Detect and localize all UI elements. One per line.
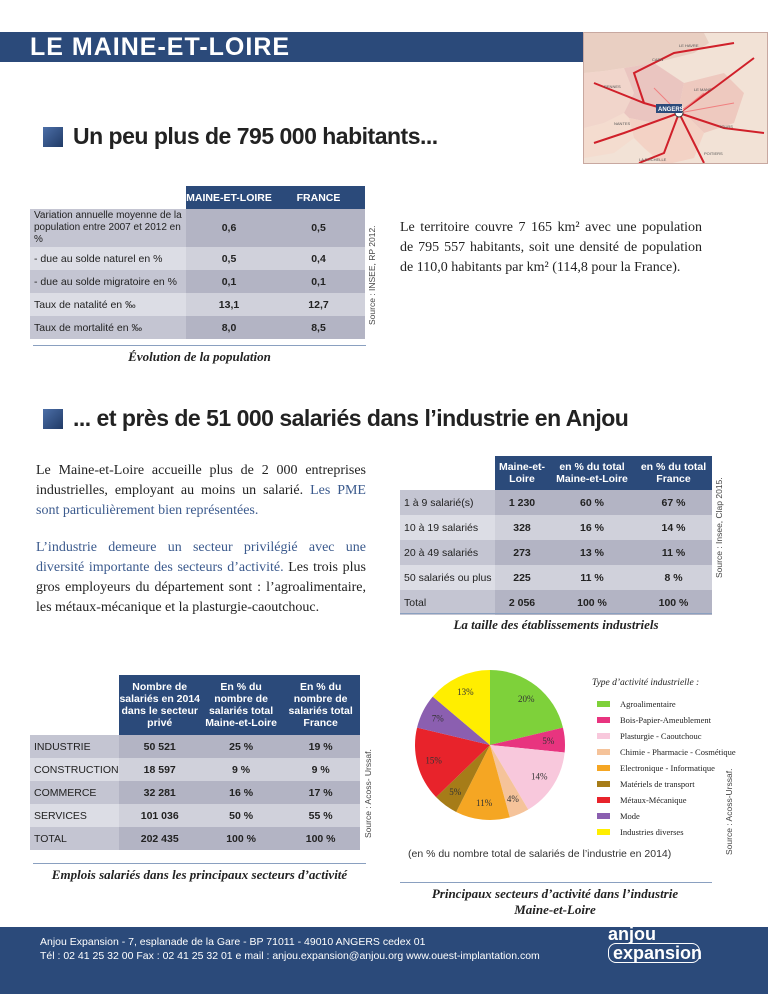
- pie-label: 11%: [476, 798, 493, 809]
- pie-note: (en % du nombre total de salariés de l’industrie en 2014): [408, 848, 672, 860]
- table-row: Taux de natalité en ‰ 13,1 12,7: [30, 293, 365, 316]
- legend-label: Chimie - Pharmacie - Cosmétique: [620, 747, 736, 757]
- table-row: 20 à 49 salariés 273 13 % 11 %: [400, 540, 712, 565]
- pie-label: 15%: [425, 755, 442, 766]
- source-note: Source : Acoss-Urssaf.: [724, 768, 734, 855]
- caption-divider: [33, 345, 366, 346]
- pie-label: 20%: [518, 694, 535, 705]
- legend-label: Métaux-Mécanique: [620, 795, 687, 805]
- pie-label: 4%: [506, 793, 519, 804]
- svg-text:LE MANS: LE MANS: [694, 87, 712, 92]
- legend-label: Mode: [620, 811, 640, 821]
- industry-pie-chart: [395, 665, 585, 825]
- svg-text:ANGERS: ANGERS: [658, 107, 684, 113]
- table-row: SERVICES 101 036 50 % 55 %: [30, 804, 360, 827]
- sector-employment-table: Nombre de salariés en 2014 dans le secteur privé En % du nombre de salariés total Maine-et-Loire En % du nombre de salariés total France INDUSTRIE 50 521 25 % 19 % CONSTRUCTION 18 597 9 % 9 % COMMERCE 32 281 16 % 17 % SERVICES 101 036 50 % 55 % TOTAL 202 435 100 % 100 %: [30, 675, 360, 850]
- legend-title: Type d’activité industrielle :: [592, 678, 700, 688]
- legend-swatch: [597, 813, 610, 819]
- svg-text:LE HAVRE: LE HAVRE: [679, 43, 699, 48]
- square-bullet-icon: [43, 127, 63, 147]
- legend-label: Industries diverses: [620, 827, 684, 837]
- source-note: Source : Insee, Clap 2015.: [714, 477, 724, 578]
- page-title: LE MAINE-ET-LOIRE: [30, 33, 291, 61]
- legend-label: Bois-Papier-Ameublement: [620, 715, 711, 725]
- pie-label: 13%: [457, 686, 474, 697]
- section-industry-heading: [43, 405, 628, 432]
- table-row: - due au solde naturel en % 0,5 0,4: [30, 247, 365, 270]
- col-header-france: FRANCE: [272, 186, 365, 209]
- legend-item: [597, 696, 736, 712]
- square-bullet-icon: [43, 409, 63, 429]
- legend-swatch: [597, 701, 610, 707]
- svg-text:TOURS: TOURS: [719, 124, 733, 129]
- pie-label: 7%: [431, 713, 444, 724]
- table-row: Total 2 056 100 % 100 %: [400, 590, 712, 615]
- anjou-expansion-logo: anjou expansion: [608, 924, 703, 963]
- legend-item: [597, 712, 736, 728]
- caption-divider: [400, 882, 712, 883]
- table-row: - due au solde migratoire en % 0,1 0,1: [30, 270, 365, 293]
- legend-swatch: [597, 781, 610, 787]
- table-row: TOTAL 202 435 100 % 100 %: [30, 827, 360, 850]
- region-map: [583, 32, 768, 164]
- table-caption: La taille des établissements industriels: [453, 617, 659, 632]
- chart-caption: Principaux secteurs d’activité dans l’industrie Maine-et-Loire: [431, 886, 679, 917]
- table-row: Variation annuelle moyenne de la population entre 2007 et 2012 en % 0,6 0,5: [30, 209, 365, 247]
- table-row: COMMERCE 32 281 16 % 17 %: [30, 781, 360, 804]
- table-row: 1 à 9 salarié(s) 1 230 60 % 67 %: [400, 490, 712, 515]
- legend-item: [597, 776, 736, 792]
- footer-address: Anjou Expansion - 7, esplanade de la Gare - BP 71011 - 49010 ANGERS cedex 01: [40, 936, 426, 948]
- caption-divider: [400, 613, 712, 614]
- table-row: 10 à 19 salariés 328 16 % 14 %: [400, 515, 712, 540]
- svg-text:NANTES: NANTES: [614, 121, 631, 126]
- pie-label: 5%: [449, 787, 462, 798]
- legend-label: Plasturgie - Caoutchouc: [620, 731, 702, 741]
- legend-label: Matériels de transport: [620, 779, 695, 789]
- establishments-table: Maine-et-Loire en % du total Maine-et-Loire en % du total France 1 à 9 salarié(s) 1 230 60 % 67 % 10 à 19 salariés 328 16 % 14 % 20 à 49 salariés 273 13 % 11 % 50 salariés ou plus 225 11 % 8 % Total 2 056 100 % 100 %: [400, 456, 712, 615]
- legend-item: [597, 808, 736, 824]
- population-text: Le territoire couvre 7 165 km² avec une population de 795 557 habitants, soit une densité de population de 110,0 habitants par km² (114,8 pour la France).: [400, 220, 702, 275]
- svg-text:LA ROCHELLE: LA ROCHELLE: [639, 157, 667, 162]
- legend-swatch: [597, 765, 610, 771]
- table-row: 50 salariés ou plus 225 11 % 8 %: [400, 565, 712, 590]
- legend-swatch: [597, 829, 610, 835]
- svg-text:CAEN: CAEN: [652, 57, 664, 62]
- legend-item: [597, 760, 736, 776]
- svg-text:RENNES: RENNES: [604, 84, 621, 89]
- pie-label: 14%: [531, 771, 548, 782]
- svg-text:POITIERS: POITIERS: [704, 151, 723, 156]
- source-note: Source : Acoss- Urssaf.: [363, 749, 373, 838]
- legend-swatch: [597, 797, 610, 803]
- legend-label: Agroalimentaire: [620, 699, 676, 709]
- table-row: INDUSTRIE 50 521 25 % 19 %: [30, 735, 360, 758]
- legend-label: Electronique - Informatique: [620, 763, 715, 773]
- caption-divider: [33, 863, 366, 864]
- footer: [0, 924, 768, 994]
- legend-swatch: [597, 717, 610, 723]
- section-title: ... et près de 51 000 salariés dans l’industrie en Anjou: [73, 405, 629, 431]
- table-caption: Évolution de la population: [128, 349, 271, 364]
- pie-legend: [592, 678, 736, 840]
- section-title: Un peu plus de 795 000 habitants...: [73, 123, 438, 149]
- source-note: Source : INSEE, RP 2012.: [367, 225, 377, 325]
- table-row: CONSTRUCTION 18 597 9 % 9 %: [30, 758, 360, 781]
- population-table: [30, 186, 365, 339]
- legend-item: [597, 824, 736, 840]
- table-row: Taux de mortalité en ‰ 8,0 8,5: [30, 316, 365, 339]
- pie-label: 5%: [542, 736, 555, 747]
- legend-item: [597, 728, 736, 744]
- legend-item: [597, 744, 736, 760]
- industry-paragraph: L’industrie demeure un secteur privilégié avec une diversité importante des secteurs d’activité. Les trois plus gros employeurs du département sont : l’agroalimentaire, les métaux-mécanique et la plasturgie-caoutchouc.: [36, 540, 366, 615]
- table-caption: Emplois salariés dans les principaux secteurs d’activité: [51, 867, 348, 882]
- footer-contact: Tél : 02 41 25 32 00 Fax : 02 41 25 32 01 e mail : anjou.expansion@anjou.org www.ouest-implantation.com: [40, 950, 540, 962]
- section-population-heading: [43, 123, 438, 150]
- legend-swatch: [597, 749, 610, 755]
- legend-item: [597, 792, 736, 808]
- intro-paragraph: Le Maine-et-Loire accueille plus de 2 000 entreprises industrielles, employant au moins un salarié. Les PME sont particulièrement bien représentées.: [36, 463, 366, 518]
- legend-swatch: [597, 733, 610, 739]
- col-header-maine: MAINE-ET-LOIRE: [186, 186, 272, 209]
